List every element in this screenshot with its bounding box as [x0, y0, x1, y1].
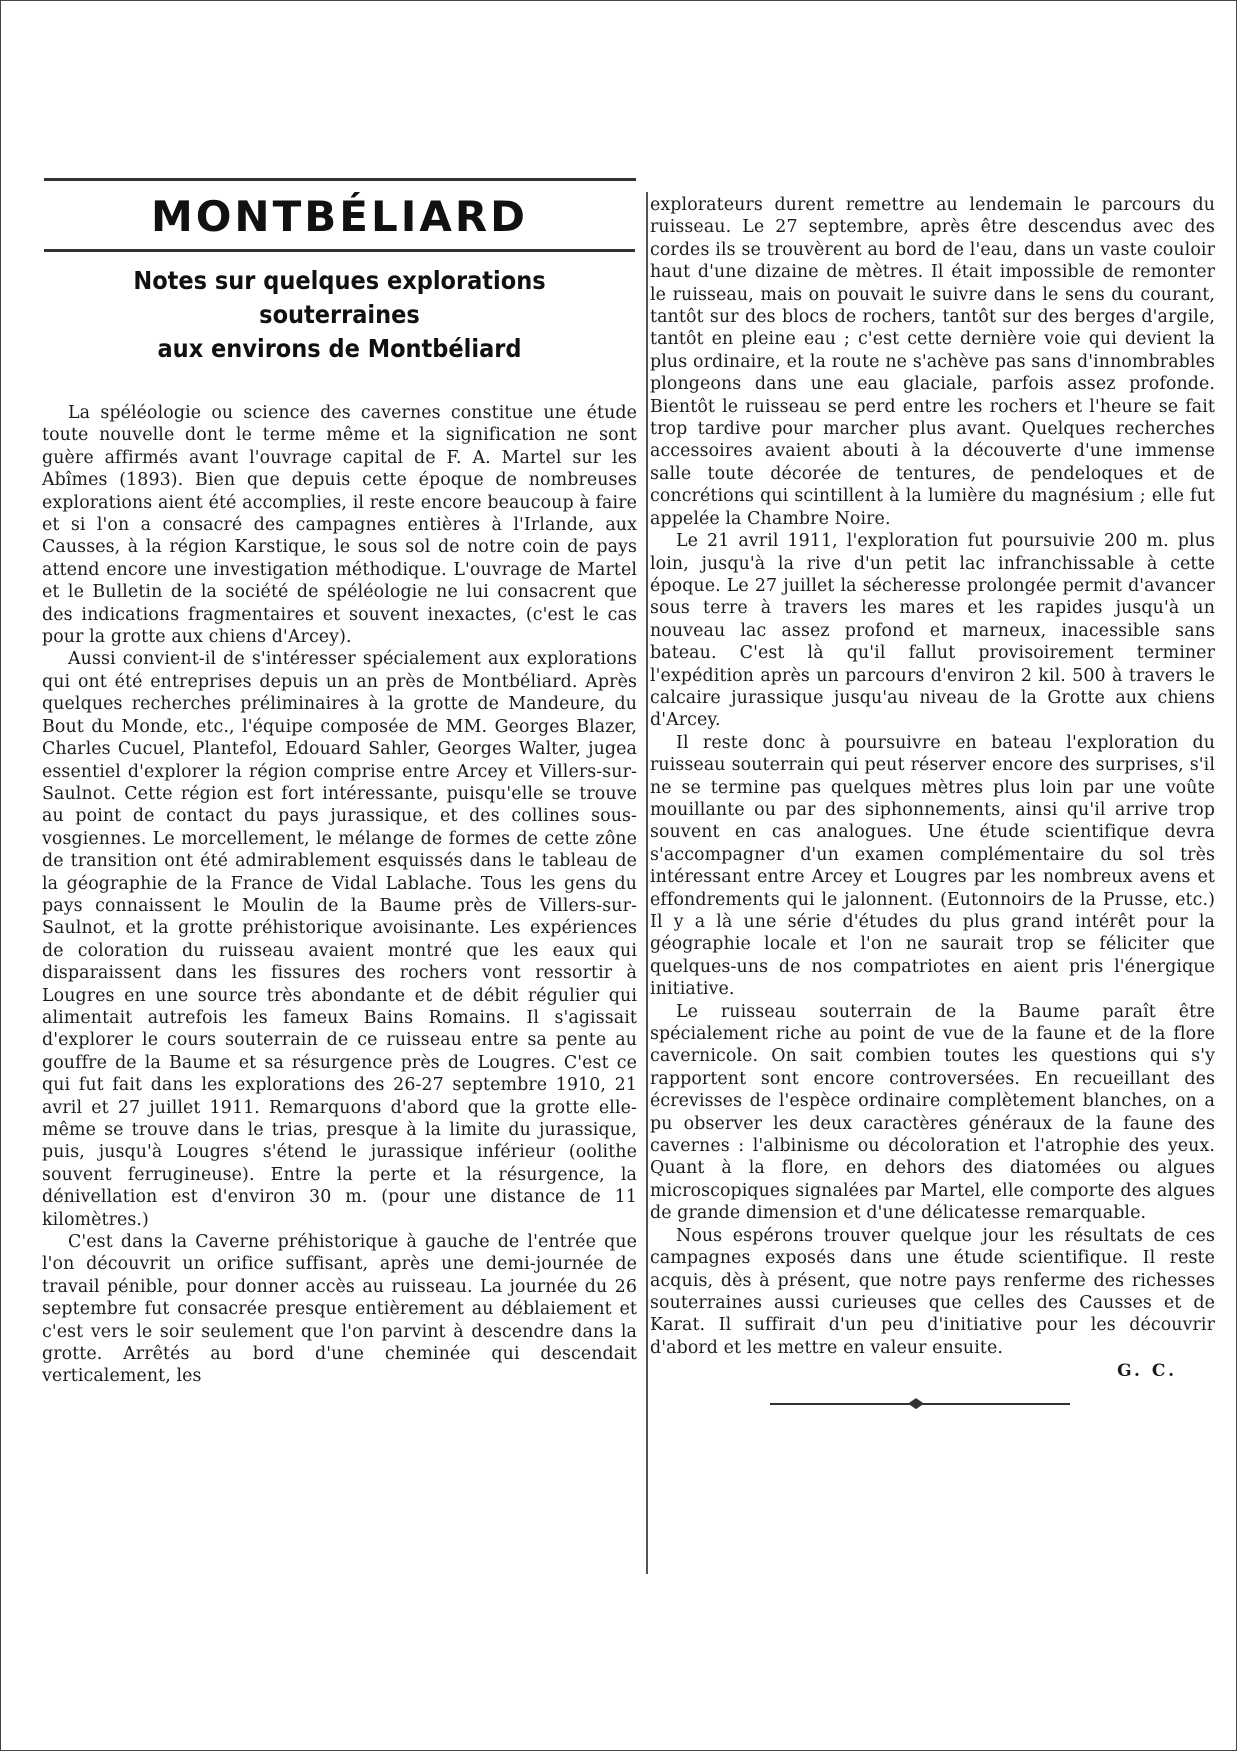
paragraph: La spéléologie ou science des cavernes constitue une étude toute nouvelle dont le terme même et la signification ne sont guère affirmés avant l'ouvrage capital de F. A. Martel sur les Abîmes (1893). Bien que depuis cette époque de nombreuses explorations aient été accomplies, il reste encore beaucoup à faire et si l'on a consacré des campagnes entières à l'Irlande, aux Causses, à la région Karstique, le sous sol de notre coin de pays attend encore une investigation méthodique. L'ouvrage de Martel et le Bulletin de la société de spéléologie ne lui consacrent que des indications fragmentaires et souvent inexactes, (c'est le cas pour la grotte aux chiens d'Arcey). — [42, 403, 637, 648]
paragraph: Le ruisseau souterrain de la Baume paraît être spécialement riche au point de vue de la faune et de la flore cavernicole. On sait combien toutes les questions qui s'y rapportent sont encore controversées. En recueillant des écrevisses de l'espèce ordinaire complètement blanches, on a pu observer les deux caractères généraux de la faune des cavernes : l'albinisme ou décoloration et l'atrophie des yeux. Quant à la flore, en dehors des diatomées ou algues microscopiques signalées par Martel, elle comporte des algues de grande dimension et d'une délicatesse remarquable. — [650, 1001, 1215, 1224]
paragraph: Le 21 avril 1911, l'exploration fut poursuivie 200 m. plus loin, jusqu'à la rive d'un petit lac infranchissable à cette époque. Le 27 juillet la sécheresse prolongée permit d'avancer sous terre à travers les mares et les rapides jusqu'à un nouveau lac assez profond et marneux, inacessible sans bateau. C'est là qu'il fallut provisoirement terminer l'expédition après un parcours d'environ 2 kil. 500 à travers le calcaire jurassique jusqu'au niveau de la Grotte aux chiens d'Arcey. — [650, 531, 1215, 731]
headline-line-1: Notes sur quelques explorations souterraines — [133, 266, 546, 329]
right-column — [650, 194, 1215, 1411]
author-signature: G. C. — [1117, 1361, 1177, 1382]
paragraph: explorateurs durent remettre au lendemain le parcours du ruisseau. Le 27 septembre, après être descendus avec des cordes ils se trouvèrent au bord de l'eau, dans un vaste couloir haut d'une dizaine de mètres. Il était impossible de remonter le ruisseau, mais on pouvait le suivre dans le sens du courant, tantôt sur des blocs de rochers, tantôt sur des berges d'argile, tantôt en pleine eau ; c'est cette dernière voie qui devient la plus ordinaire, et la route ne s'achève pas sans d'innombrables plongeons dans une eau glaciale, parfois assez profonde. Bientôt le ruisseau se perd entre les rochers et l'heure se fait trop tardive pour marcher plus avant. Quelques recherches accessoires avaient abouti à la découverte d'une immense salle toute décorée de tentures, de pendeloques et de concrétions qui scintillent à la lumière du magnésium ; elle fut appelée la Chambre Noire. — [650, 195, 1215, 529]
right-column-text — [650, 194, 1215, 1359]
end-ornament — [770, 1397, 1070, 1411]
masthead-rule — [44, 249, 635, 252]
left-column-text — [42, 402, 637, 1388]
column-divider — [646, 192, 648, 1574]
paragraph: C'est dans la Caverne préhistorique à gauche de l'entrée que l'on découvrit un orifice suffisant, après une demi-journée de travail pénible, pour donner accès au ruisseau. La journée du 26 septembre fut consacrée presque entièrement au déblaiement et c'est vers le soir seulement que l'on parvint à descendre dans la grotte. Arrêtés au bord d'une cheminée qui descendait verticalement, les — [42, 1232, 637, 1387]
paragraph: Aussi convient-il de s'intéresser spécialement aux explorations qui ont été entreprises depuis un an près de Montbéliard. Après quelques recherches préliminaires à la grotte de Mandeure, du Bout du Monde, etc., l'équipe composée de MM. Georges Blazer, Charles Cucuel, Plantefol, Edouard Sahler, Georges Walter, jugea essentiel d'explorer la région comprise entre Arcey et Villers-sur-Saulnot. Cette région est fort intéressante, puisqu'elle se trouve au point de contact du pays jurassique, et des collines sous-vosgiennes. Le morcellement, le mélange de formes de cette zône de transition ont été admirablement esquissés dans le tableau de la géographie de la France de Vidal Lablache. Tous les gens du pays connaissent le Moulin de la Baume près de Villers-sur-Saulnot, et la grotte préhistorique avoisinante. Les expériences de coloration du ruisseau avaient montré que les eaux qui disparaissent dans les fissures des rochers vont ressortir à Lougres en une source très abondante et de débit régulier qui alimentait autrefois les fameux Bains Romains. Il s'agissait d'explorer le cours souterrain de ce ruisseau entre sa pente au gouffre de la Baume et sa résurgence près de Lougres. C'est ce qui fut fait dans les explorations des 26-27 septembre 1910, 21 avril et 27 juillet 1911. Remarquons d'abord que la grotte elle-même se trouve dans le trias, presque à la limite du jurassique, puis, jusqu'à Lougres s'étend le jurassique inférieur (oolithe souvent ferrugineuse). Entre la perte et la résurgence, la dénivellation est d'environ 30 m. (pour une distance de 11 kilomètres.) — [42, 649, 637, 1230]
paragraph: Nous espérons trouver quelque jour les résultats de ces campagnes exposés dans une étude scientifique. Il reste acquis, dès à présent, que notre pays renferme des richesses souterraines aussi curieuses que celles des Causses et de Karat. Il suffirait d'un peu d'initiative pour les découvrir d'abord et les mettre en valeur ensuite. — [650, 1225, 1215, 1358]
diamond-icon — [908, 1398, 924, 1409]
newspaper-clipping — [42, 178, 1222, 1598]
masthead: MONTBÉLIARD — [150, 192, 529, 241]
left-column — [42, 178, 637, 1388]
headline-line-2: aux environs de Montbéliard — [157, 334, 522, 363]
paragraph: Il reste donc à poursuivre en bateau l'exploration du ruisseau souterrain qui peut réserver encore des surprises, s'il ne se termine pas quelques mètres plus loin par une voûte mouillante ou par des siphonnements, ainsi qu'il arrive trop souvent en cas analogues. Une étude scientifique devra s'accompagner d'un examen complémentaire du sol très intéressant entre Arcey et Lougres par les nombreux avens et effondrements qui le jalonnent. (Eutonnoirs de la Prusse, etc.) Il y a là une série d'études du plus grand intérêt pour la géographie locale et l'on ne saurait trop se féliciter que quelques-uns de nos compatriotes en aient pris l'énergique initiative. — [650, 732, 1215, 1000]
headline — [72, 264, 608, 366]
